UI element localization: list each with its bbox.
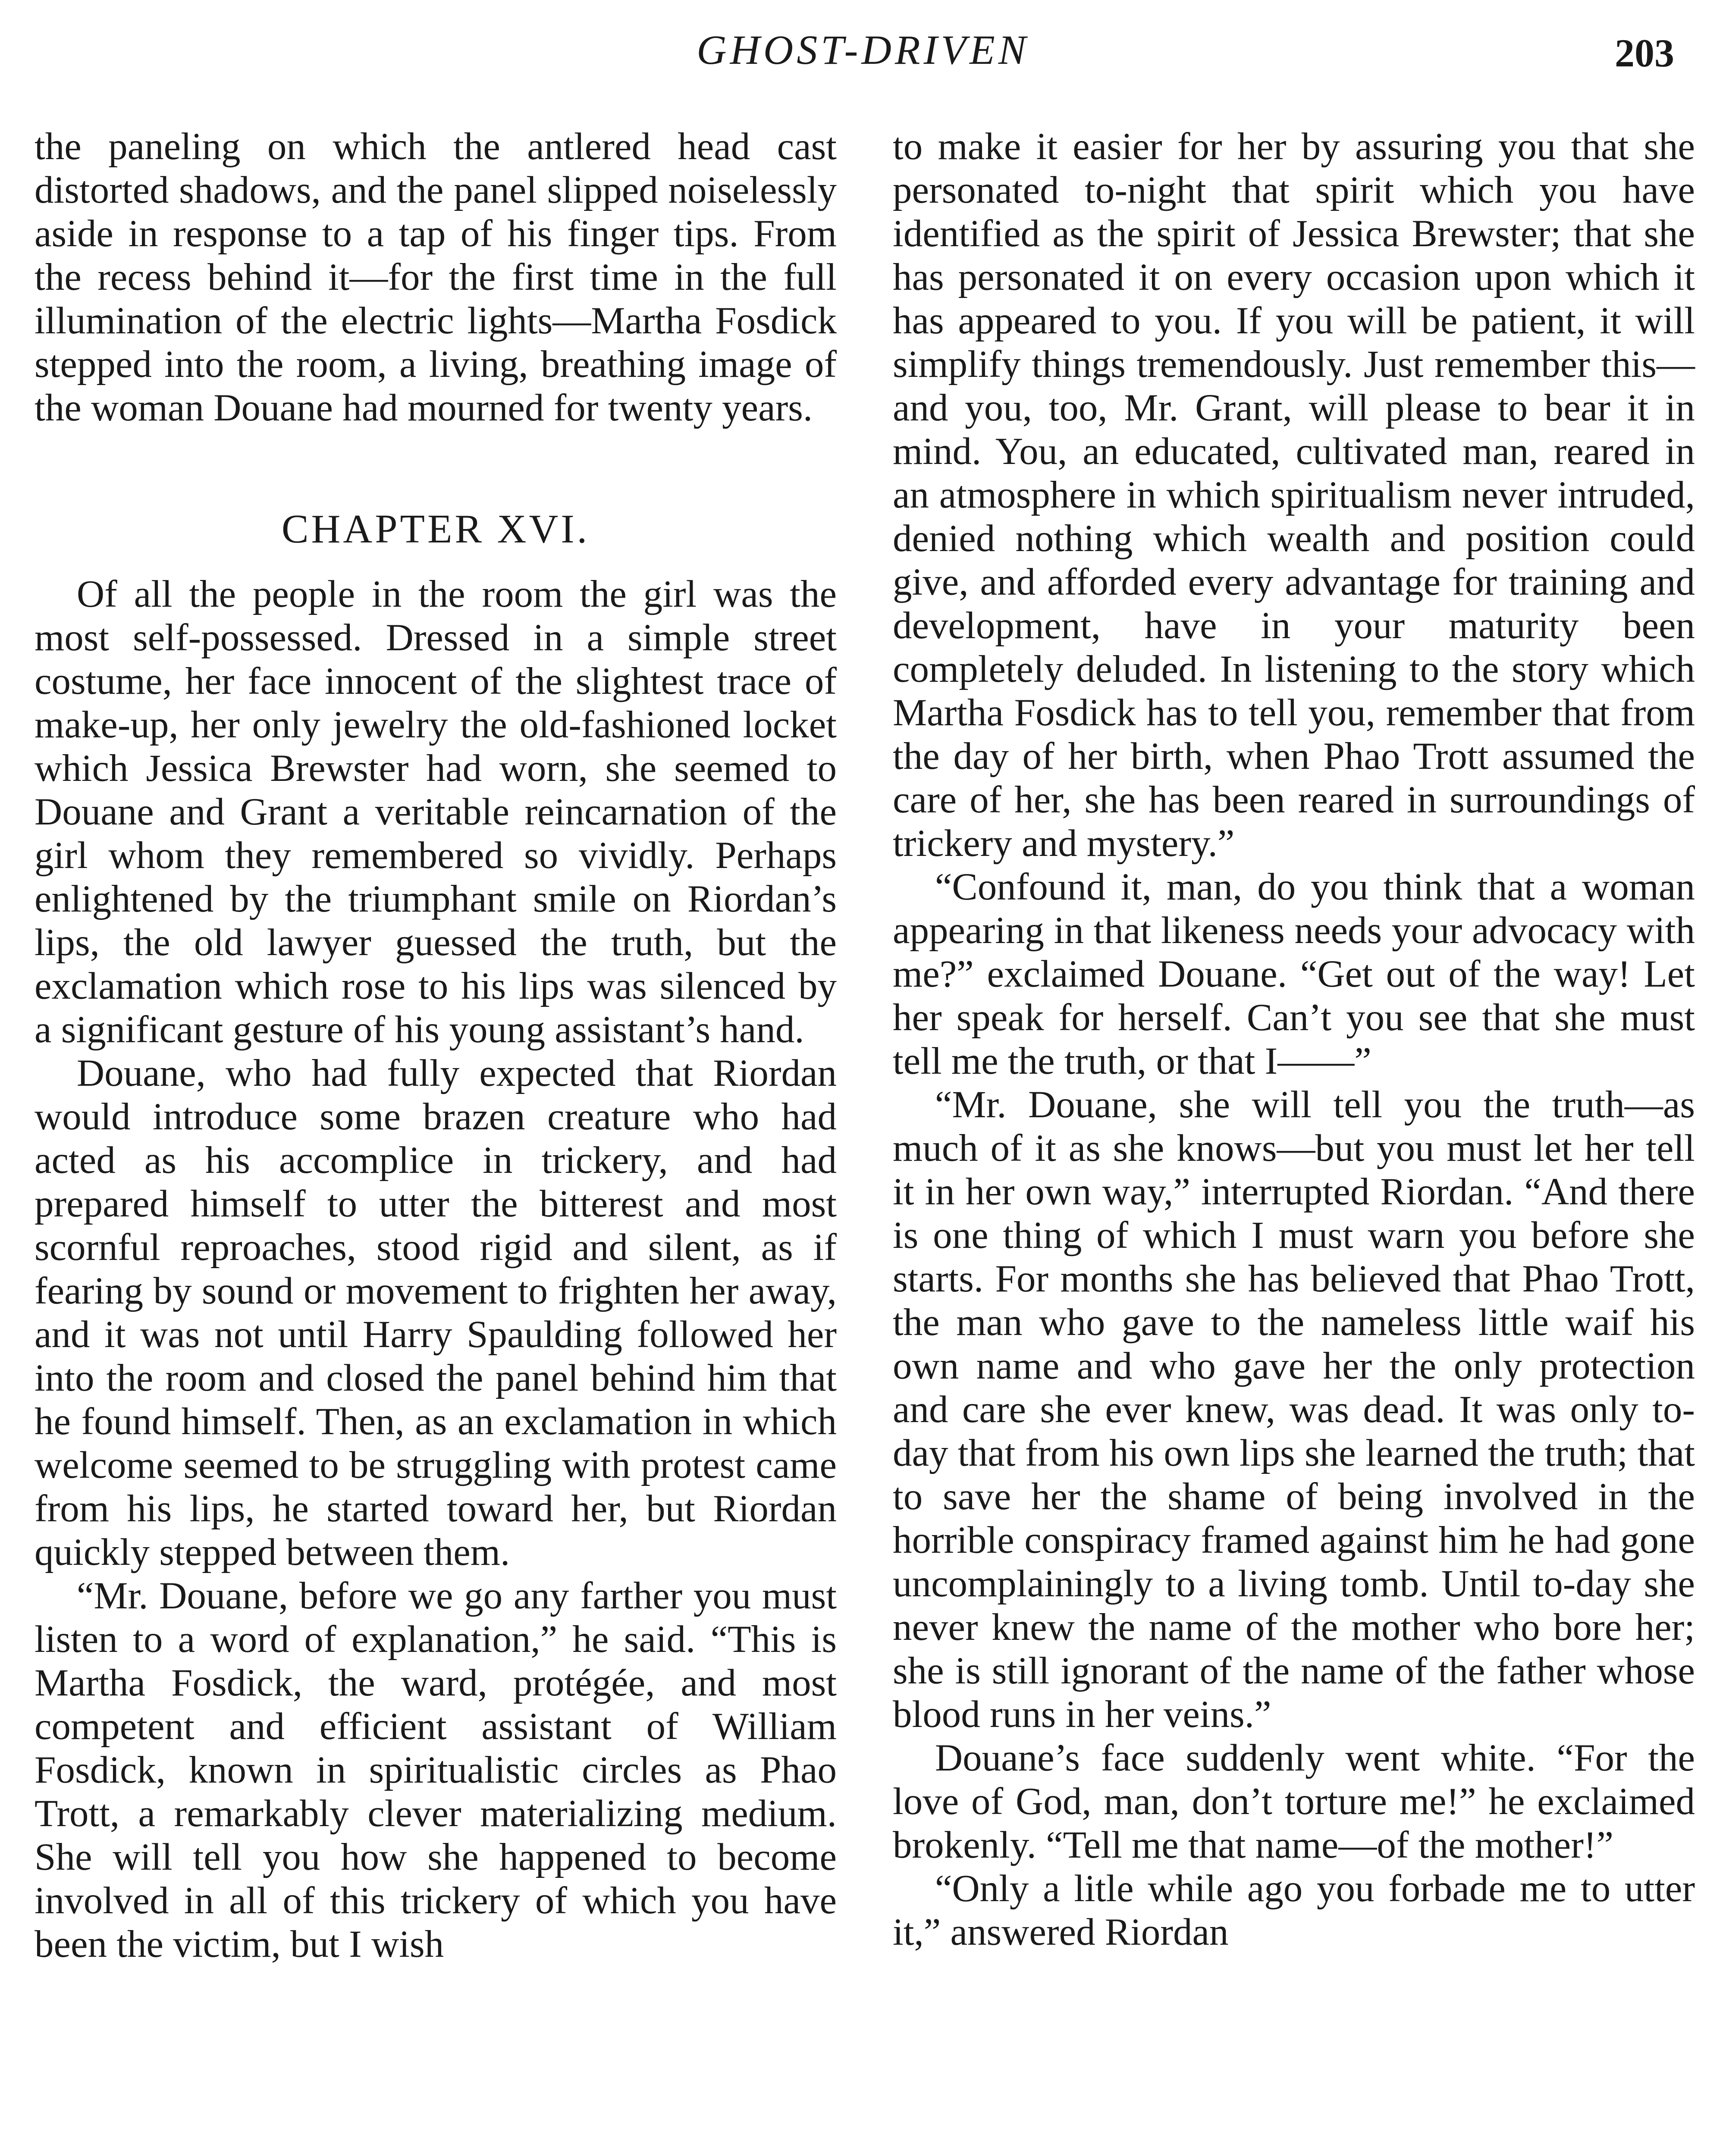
paragraph: Of all the people in the room the girl was the most self-possessed. Dressed in a simple street costume, her face innocent of the slightest trace of make-up, her only jewelry the old-fashioned locket which Jessica Brewster had worn, she seemed to Douane and Grant a veritable reincarnation of the girl whom they remembered so vividly. Perhaps enlightened by the triumphant smile on Riordan’s lips, the old lawyer guessed the truth, but the exclamation which rose to his lips was silenced by a significant gesture of his young assistant’s hand.: [35, 573, 837, 1051]
left-column: [35, 125, 837, 1966]
paragraph: the paneling on which the antlered head cast distorted shadows, and the panel slipped noiselessly aside in response to a tap of his finger tips. From the recess behind it—for the first time in the full illumination of the electric lights—Martha Fosdick stepped into the room, a living, breathing image of the woman Douane had mourned for twenty years.: [35, 125, 837, 429]
paragraph: Douane’s face suddenly went white. “For the love of God, man, don’t torture me!” he exclaimed brokenly. “Tell me that name—of the mother!”: [893, 1737, 1695, 1866]
right-column: [893, 125, 1695, 1954]
paragraph: Douane, who had fully expected that Riordan would introduce some brazen creature who had acted as his accomplice in trickery, and had prepared himself to utter the bitterest and most scornful reproaches, stood rigid and silent, as if fearing by sound or movement to frighten her away, and it was not until Harry Spaulding followed her into the room and closed the panel behind him that he found himself. Then, as an exclamation in which welcome seemed to be struggling with protest came from his lips, he started toward her, but Riordan quickly stepped between them.: [35, 1052, 837, 1573]
running-title: GHOST-DRIVEN: [697, 27, 1029, 73]
paragraph: “Mr. Douane, she will tell you the truth—as much of it as she knows—but you must let her tell it in her own way,” interrupted Riordan. “And there is one thing of which I must warn you before she starts. For months she has believed that Phao Trott, the man who gave to the nameless little waif his own name and who gave her the only protection and care she ever knew, was dead. It was only to-day that from his own lips she learned the truth; that to save her the shame of being involved in the horrible conspiracy framed against him he had gone uncomplainingly to a living tomb. Until to-day she never knew the name of the mother who bore her; she is still ignorant of the name of the father whose blood runs in her veins.”: [893, 1084, 1695, 1736]
paragraph: “Confound it, man, do you think that a woman appearing in that likeness needs your advocacy with me?” exclaimed Douane. “Get out of the way! Let her speak for herself. Can’t you see that she must tell me the truth, or that I——”: [893, 866, 1695, 1082]
page-number: 203: [1615, 31, 1674, 75]
chapter-heading: CHAPTER XVI.: [281, 507, 590, 552]
paragraph: “Mr. Douane, before we go any farther you must listen to a word of explanation,” he said. “This is Martha Fosdick, the ward, protégée, and most competent and efficient assistant of William Fosdick, known in spiritualistic circles as Phao Trott, a remarkably clever materializing medium. She will tell you how she happened to become involved in all of this trickery of which you have been the victim, but I wish: [35, 1575, 837, 1965]
paragraph: to make it easier for her by assuring you that she personated to-night that spirit which you have identified as the spirit of Jessica Brewster; that she has personated it on every occasion upon which it has appeared to you. If you will be patient, it will simplify things tremendously. Just remember this—and you, too, Mr. Grant, will please to bear it in mind. You, an educated, cultivated man, reared in an atmosphere in which spiritualism never intruded, denied nothing which wealth and position could give, and afforded every advantage for training and development, have in your maturity been completely deluded. In listening to the story which Martha Fosdick has to tell you, remember that from the day of her birth, when Phao Trott assumed the care of her, she has been reared in surroundings of trickery and mystery.”: [893, 125, 1695, 865]
paragraph: “Only a litle while ago you forbade me to utter it,” answered Riordan: [893, 1868, 1695, 1953]
